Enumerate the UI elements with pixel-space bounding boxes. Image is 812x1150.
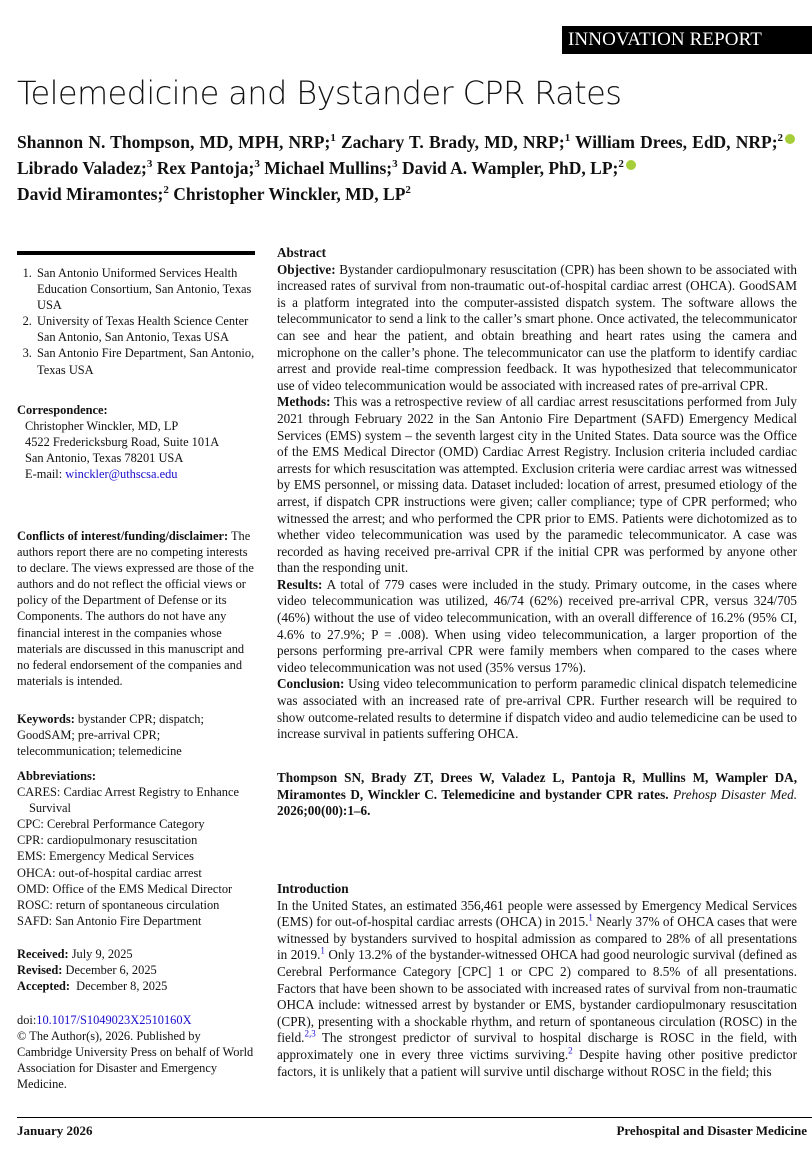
doi-link[interactable]: 10.1017/S1049023X2510160X	[36, 1013, 192, 1027]
correspondence-name: Christopher Winckler, MD, LP	[25, 419, 179, 434]
abstract	[277, 245, 797, 743]
keywords: Keywords: bystander CPR; dispatch; GoodSAM; pre-arrival CPR; telecommunication; telemedicine	[17, 712, 204, 759]
abbreviations-label: Abbreviations:	[17, 769, 96, 783]
issue-date: January 2026	[17, 1123, 93, 1138]
abstract-conclusion: Conclusion: Using video telecommunication to perform paramedic clinical dispatch telemedicine was associated with an increased rate of pre-arrival CPR. Further research will be required to show outcome-related results to determine if dispatch video and audio telemedicine can be used to increase survival in patients suffering OHCA.	[277, 676, 797, 742]
reference-link[interactable]: 2	[568, 1045, 573, 1056]
author: David A. Wampler, PhD, LP;$^2$iD	[402, 158, 638, 178]
affiliation-item: 3. San Antonio Fire Department, San Antonio, Texas USA	[35, 345, 257, 377]
author: David Miramontes;$^2$	[17, 184, 169, 204]
abbreviation-item: CPR: cardiopulmonary resuscitation	[17, 833, 198, 848]
author: William Drees, EdD, NRP;$^2$iD	[575, 132, 797, 152]
abbreviations	[17, 768, 257, 929]
received-date: Received: July 9, 2025	[17, 947, 133, 961]
abbreviation-item: OHCA: out-of-hospital cardiac arrest	[17, 865, 202, 880]
doi-block: doi:10.1017/S1049023X2510160X © The Author(s), 2026. Published by Cambridge University Press on behalf of World Association for Disaster and Emergency Medicine.	[17, 1012, 257, 1092]
section-divider	[17, 251, 255, 255]
author: Librado Valadez;$^3$	[17, 158, 153, 178]
affiliation-item: 2. University of Texas Health Science Center San Antonio, San Antonio, Texas USA	[35, 313, 257, 345]
abbreviation-item: ROSC: return of spontaneous circulation	[17, 897, 220, 912]
citation: Thompson SN, Brady ZT, Drees W, Valadez L, Pantoja R, Mullins M, Wampler DA, Miramontes D, Winckler C. Telemedicine and bystander CPR rates. Prehosp Disaster Med. 2026;00(00):1–6.	[277, 770, 797, 819]
introduction-body: In the United States, an estimated 356,461 people were assessed by Emergency Medical Services (EMS) for out-of-hospital cardiac arrests (OHCA) in 2015.$^1$ Nearly 37% of OHCA cases that were witnessed by bystanders survived to hospital admission as compared to 28% of all presentations in 2019.$^1$ Only 13.2% of the bystander-witnessed OHCA had good neurologic survival (defined as Cerebral Performance Category [CPC] 1 or CPC 2) compared to 8.5% of all presentations. Factors that have been shown to be associated with increased rates of survival from non-traumatic OHCA include: witnessed arrest by bystander or EMS, bystander cardiopulmonary resuscitation (CPR), presenting with a shockable rhythm, and return of spontaneous circulation (ROSC) in the field.$^{2,3}$ The strongest predictor of survival to hospital discharge is ROSC in the field, with approximately one in every three victims surviving.$^2$ Despite having other positive predictor factors, it is unlikely that a patient will survive until discharge without ROSC in the field; this	[277, 897, 797, 1079]
introduction-heading: Introduction	[277, 881, 349, 896]
correspondence-address: San Antonio, Texas 78201 USA	[25, 451, 184, 466]
revised-date: Revised: December 6, 2025	[17, 963, 157, 978]
email-link[interactable]: winckler@uthscsa.edu	[65, 467, 178, 482]
correspondence-label: Correspondence:	[17, 403, 108, 417]
abbreviation-item: CPC: Cerebral Performance Category	[17, 817, 205, 832]
orcid-icon[interactable]	[785, 134, 795, 144]
abstract-methods: Methods: This was a retrospective review of all cardiac arrest resuscitations performed from July 2021 through February 2022 in the San Antonio Fire Department (SAFD) Emergency Medical Services (EMS) system – the seventh largest city in the United States. Data source was the Office of the EMS Medical Director (OMD) Cardiac Arrest Registry. Inclusion criteria included cardiac arrests for which resuscitation was attempted. Exclusion criteria were cardiac arrest was witnessed by EMS personnel, or missing data. Dataset included: location of arrest, presumed etiology of the arrest, if dispatch CPR instructions were given; caller compliance; type of CPR performed; who witnessed the arrest; and who performed the CPR prior to EMS. Patients were dichotomized as to whether video telecommunication was used by the paramedic telecommunicator. A case was recorded as having received pre-arrival CPR if the initial CPR was performed by anyone other than the responding unit.	[277, 394, 797, 576]
reference-link[interactable]: 2,3	[304, 1028, 316, 1039]
abbreviation-item: CARES: Cardiac Arrest Registry to Enhance Survival	[17, 785, 239, 816]
accepted-date: Accepted: December 8, 2025	[17, 979, 168, 994]
article-title: Telemedicine and Bystander CPR Rates	[17, 74, 622, 112]
correspondence	[17, 402, 257, 482]
affiliation-item: 1. San Antonio Uniformed Services Health Education Consortium, San Antonio, Texas USA	[35, 265, 257, 313]
reference-link[interactable]: 1	[320, 945, 325, 956]
journal-name: Prehospital and Disaster Medicine	[616, 1123, 807, 1138]
author: Zachary T. Brady, MD, NRP;$^1$	[341, 132, 571, 152]
correspondence-address: 4522 Fredericksburg Road, Suite 101A	[25, 435, 220, 450]
author: Shannon N. Thompson, MD, MPH, NRP;$^1$	[17, 132, 336, 152]
author: Christopher Winckler, MD, $LP^2$	[173, 184, 411, 204]
conflicts-of-interest: Conflicts of interest/funding/disclaimer: The authors report there are no competing interests to declare. The views expressed are those of the authors and do not reflect the official views or policy of the Department of Defense or its Components. The authors do not have any financial interest in the companies whose materials are discussed in this manuscript and no federal endorsement of the companies and materials is intended.	[17, 529, 254, 688]
footer-divider	[17, 1117, 812, 1118]
author: Michael Mullins;$^3$	[264, 158, 398, 178]
abbreviation-item: OMD: Office of the EMS Medical Director	[17, 881, 233, 896]
introduction	[277, 881, 797, 1080]
abbreviation-item: SAFD: San Antonio Fire Department	[17, 913, 202, 928]
correspondence-email: E-mail: winckler@uthscsa.edu	[25, 467, 178, 482]
reference-link[interactable]: 1	[588, 912, 593, 923]
abstract-results: Results: A total of 779 cases were included in the study. Primary outcome, in the cases where video telecommunication was utilized, 46/74 (62%) received pre-arrival CPR, versus 324/705 (46%) without the use of video telecommunication, with an overall difference of 16.2% (95% CI, 4.6% to 27.9%; P = .008). When using video telecommunication, a larger proportion of the persons performing pre-arrival CPR were family members when compared to the cases where video telecommunication was not used (35% versus 17%).	[277, 576, 797, 675]
author-list	[17, 129, 797, 207]
abstract-heading: Abstract	[277, 245, 327, 260]
abbreviation-item: EMS: Emergency Medical Services	[17, 849, 194, 864]
affiliations	[17, 265, 257, 378]
copyright: © The Author(s), 2026. Published by Cambridge University Press on behalf of World Association for Disaster and Emergency Medicine.	[17, 1029, 254, 1092]
article-type-badge: INNOVATION REPORT	[562, 26, 812, 54]
orcid-icon[interactable]	[626, 160, 636, 170]
abstract-objective: Objective: Bystander cardiopulmonary resuscitation (CPR) has been shown to be associated with increased rates of survival from non-traumatic out-of-hospital cardiac arrest (OHCA). GoodSAM is a platform integrated into the computer-assisted dispatch system. The software allows the telecommunicator to send a link to the caller’s smart phone. Once activated, the telecommunicator can see and hear the patient, and obtain breathing and heart rates using the camera and microphone on the caller’s phone. The telecommunicator can use the platform to identify cardiac arrest and provide real-time compression feedback. It was hypothesized that telecommunicator use of video telecommunication would be associated with increased rates of pre-arrival CPR.	[277, 261, 797, 393]
article-dates	[17, 946, 257, 994]
author: Rex Pantoja;$^3$	[156, 158, 260, 178]
